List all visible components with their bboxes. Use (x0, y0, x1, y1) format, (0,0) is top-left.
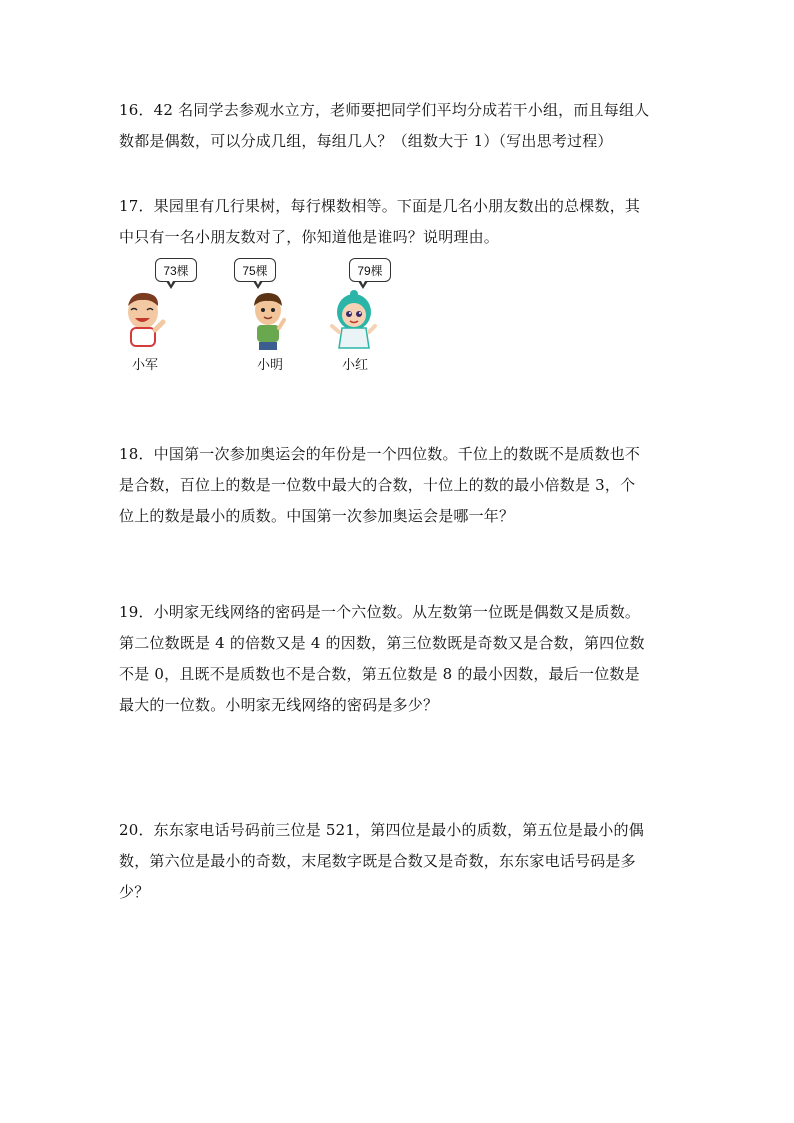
problem-20 (119, 815, 679, 908)
problem-18-line-3: 位上的数是最小的质数。中国第一次参加奥运会是哪一年？ (119, 507, 515, 525)
children-figure (119, 258, 439, 378)
problem-16 (119, 95, 679, 157)
bubble-count: 79棵 (357, 264, 383, 278)
problem-19-line-3: 不是 0，且既不是质数也不是合数，第五位数是 8 的最小因数，最后一位数是 (119, 665, 640, 683)
boy-cartoon-icon (246, 290, 290, 352)
problem-19-line-1: 19．小明家无线网络的密码是一个六位数。从左数第一位既是偶数又是质数。 (119, 603, 641, 621)
problem-20-line-1: 20．东东家电话号码前三位是 521，第四位是最小的质数，第五位是最小的偶 (119, 821, 644, 839)
speech-bubble (155, 258, 197, 282)
kid-xiaohong (329, 258, 419, 378)
kid-name-label: 小军 (132, 357, 159, 372)
girl-cartoon-icon (329, 290, 379, 352)
kid-name-label: 小红 (342, 357, 369, 372)
problem-19 (119, 597, 679, 721)
problem-17-line-1: 17．果园里有几行果树，每行棵数相等。下面是几名小朋友数出的总棵数，其 (119, 197, 641, 215)
kid-name-label: 小明 (257, 357, 284, 372)
speech-bubble (234, 258, 276, 282)
problem-17-line-2: 中只有一名小朋友数对了，你知道他是谁吗？说明理由。 (119, 228, 500, 246)
problem-18-line-2: 是合数，百位上的数是一位数中最大的合数，十位上的数的最小倍数是 3，个 (119, 476, 636, 494)
kid-xiaojun (119, 258, 209, 378)
problem-19-line-4: 最大的一位数。小明家无线网络的密码是多少？ (119, 696, 439, 714)
problem-18 (119, 439, 679, 532)
problem-17 (119, 191, 679, 253)
bubble-count: 75棵 (242, 264, 268, 278)
speech-bubble (349, 258, 391, 282)
problem-18-line-1: 18．中国第一次参加奥运会的年份是一个四位数。千位上的数既不是质数也不 (119, 445, 641, 463)
problem-16-line-2: 数都是偶数，可以分成几组，每组几人？（组数大于 1）（写出思考过程） (119, 132, 613, 150)
bubble-count: 73棵 (163, 264, 189, 278)
problem-20-line-2: 数，第六位是最小的奇数，末尾数字既是合数又是奇数，东东家电话号码是多 (119, 852, 636, 870)
problem-16-line-1: 16．42 名同学去参观水立方，老师要把同学们平均分成若干小组，而且每组人 (119, 101, 650, 119)
problem-20-line-3: 少？ (119, 883, 150, 901)
kid-xiaoming (234, 258, 324, 378)
boy-cartoon-icon (121, 290, 171, 350)
problem-19-line-2: 第二位数既是 4 的倍数又是 4 的因数，第三位数既是奇数又是合数，第四位数 (119, 634, 645, 652)
